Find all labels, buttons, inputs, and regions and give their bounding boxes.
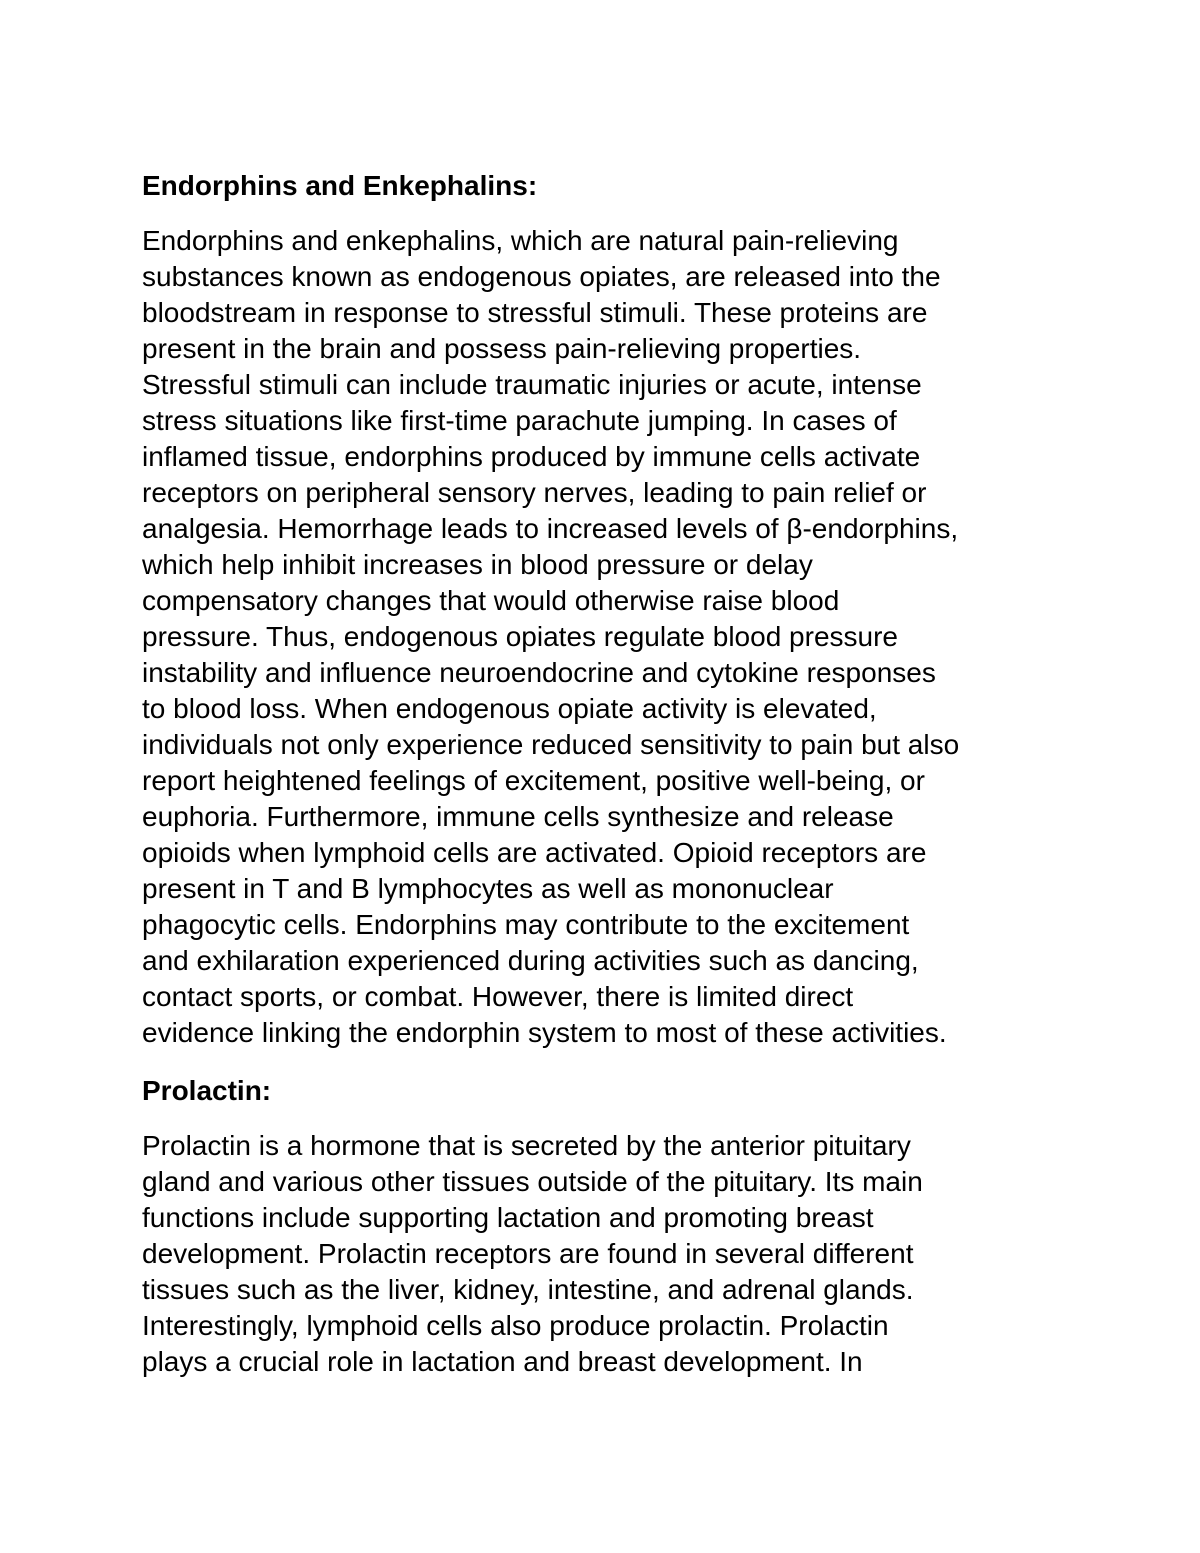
text-line: functions include supporting lactation and promoting breast bbox=[142, 1202, 874, 1233]
text-line: which help inhibit increases in blood pressure or delay bbox=[142, 549, 813, 580]
text-line: bloodstream in response to stressful stimuli. These proteins are bbox=[142, 297, 928, 328]
paragraph-prolactin bbox=[142, 1128, 1072, 1380]
text-line: evidence linking the endorphin system to most of these activities. bbox=[142, 1017, 947, 1048]
text-line: receptors on peripheral sensory nerves, leading to pain relief or bbox=[142, 477, 927, 508]
text-line: opioids when lymphoid cells are activated. Opioid receptors are bbox=[142, 837, 927, 868]
paragraph-endorphins bbox=[142, 223, 1072, 1051]
text-line: compensatory changes that would otherwise raise blood bbox=[142, 585, 840, 616]
text-line: stress situations like first-time parachute jumping. In cases of bbox=[142, 405, 897, 436]
text-line: to blood loss. When endogenous opiate activity is elevated, bbox=[142, 693, 877, 724]
text-line: Prolactin is a hormone that is secreted by the anterior pituitary bbox=[142, 1130, 911, 1161]
text-line: phagocytic cells. Endorphins may contribute to the excitement bbox=[142, 909, 910, 940]
text-line: Endorphins and enkephalins, which are natural pain-relieving bbox=[142, 225, 899, 256]
text-line: Interestingly, lymphoid cells also produce prolactin. Prolactin bbox=[142, 1310, 889, 1341]
text-line: report heightened feelings of excitement, positive well-being, or bbox=[142, 765, 925, 796]
document-page bbox=[142, 168, 1072, 1380]
text-line: Stressful stimuli can include traumatic injuries or acute, intense bbox=[142, 369, 922, 400]
text-line: tissues such as the liver, kidney, intestine, and adrenal glands. bbox=[142, 1274, 914, 1305]
text-line: contact sports, or combat. However, there is limited direct bbox=[142, 981, 854, 1012]
text-line: analgesia. Hemorrhage leads to increased levels of β-endorphins, bbox=[142, 513, 959, 544]
text-line: development. Prolactin receptors are found in several different bbox=[142, 1238, 914, 1269]
section-heading-prolactin: Prolactin: bbox=[142, 1075, 272, 1106]
text-line: pressure. Thus, endogenous opiates regulate blood pressure bbox=[142, 621, 898, 652]
text-line: present in the brain and possess pain-relieving properties. bbox=[142, 333, 862, 364]
text-line: euphoria. Furthermore, immune cells synthesize and release bbox=[142, 801, 894, 832]
text-line: substances known as endogenous opiates, are released into the bbox=[142, 261, 941, 292]
text-line: individuals not only experience reduced sensitivity to pain but also bbox=[142, 729, 960, 760]
text-line: and exhilaration experienced during activities such as dancing, bbox=[142, 945, 919, 976]
text-line: instability and influence neuroendocrine and cytokine responses bbox=[142, 657, 936, 688]
section-heading-endorphins: Endorphins and Enkephalins: bbox=[142, 170, 538, 201]
text-line: plays a crucial role in lactation and breast development. In bbox=[142, 1346, 863, 1377]
text-line: present in T and B lymphocytes as well as mononuclear bbox=[142, 873, 834, 904]
text-line: inflamed tissue, endorphins produced by immune cells activate bbox=[142, 441, 921, 472]
text-line: gland and various other tissues outside of the pituitary. Its main bbox=[142, 1166, 923, 1197]
